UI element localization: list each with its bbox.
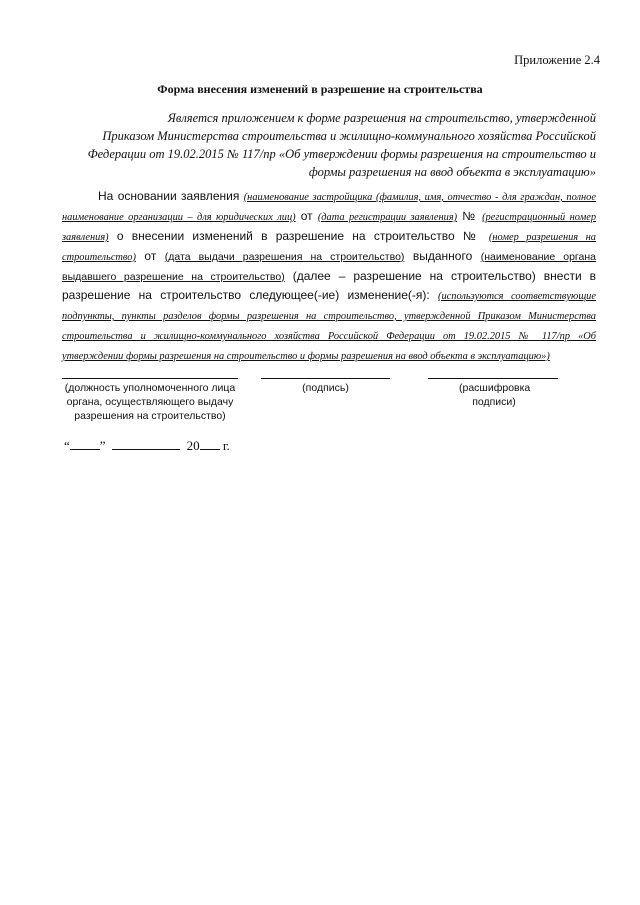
year-blank bbox=[200, 437, 220, 450]
body-text: выданного bbox=[404, 249, 481, 263]
signature-caption: (подпись) bbox=[302, 382, 349, 394]
year-prefix: 20 bbox=[186, 438, 200, 453]
field-hint-issuing-authority: (наименование органа выдавшего разрешение на строительство) bbox=[62, 251, 596, 283]
date-open-quote: “ bbox=[64, 438, 70, 453]
field-hint-permit-number: (номер разрешения на строительство) bbox=[62, 232, 596, 263]
field-hint-permit-date: (дата выдачи разрешения на строительство) bbox=[164, 251, 405, 263]
body-text: от bbox=[135, 249, 165, 263]
date-close-quote: ” bbox=[99, 438, 106, 453]
body-text: от bbox=[295, 209, 318, 223]
decoding-signature-line bbox=[428, 378, 558, 379]
field-hint-developer-name: (наименование застройщика (фамилия, имя, отчество - для граждан, полное наименование организации – для юридических лиц) bbox=[62, 192, 596, 223]
document-title: Форма внесения изменений в разрешение на строительства bbox=[157, 82, 483, 96]
subtitle-line: Федерации от 19.02.2015 № 117/пр «Об утверждении формы разрешения на строительство и bbox=[87, 147, 596, 161]
body-text: На основании заявления bbox=[98, 189, 244, 203]
subtitle-line: формы разрешения на ввод объекта в эксплуатацию» bbox=[308, 165, 596, 179]
field-hint-application-number: (регистрационный номер заявления) bbox=[62, 212, 597, 243]
body-paragraph bbox=[62, 187, 596, 366]
subtitle-line: Является приложением к форме разрешения на строительство, утвержденной bbox=[167, 111, 596, 125]
body-text: (далее – разрешение на строительство) внести в разрешение на строительство следующее(-ие) изменение(-я): bbox=[62, 269, 596, 302]
year-suffix: г. bbox=[222, 438, 230, 453]
signature-line bbox=[261, 378, 390, 379]
position-signature-line bbox=[62, 378, 238, 379]
day-blank bbox=[70, 437, 100, 450]
document-subtitle bbox=[62, 109, 596, 181]
body-text: № bbox=[457, 209, 483, 223]
appendix-label: Приложение 2.4 bbox=[514, 53, 600, 67]
field-hint-application-date: (дата регистрации заявления) bbox=[317, 212, 458, 223]
decoding-caption: (расшифровка подписи) bbox=[459, 382, 531, 408]
body-text: о внесении изменений в разрешение на строительство № bbox=[108, 229, 489, 243]
month-blank bbox=[112, 437, 180, 450]
date-line bbox=[64, 437, 230, 454]
position-caption: (должность уполномоченного лица органа, осуществляющего выдачу разрешения на строительство) bbox=[64, 382, 236, 422]
field-hint-changes: (используются соответствующие подпункты, пункты разделов формы разрешения на строительство, утвержденной Приказом Министерства строительства и жилищно-коммунального хозяйства Российской Федерации от 19.02.2015 № 117/пр «Об утверждении формы разрешения на строительство и формы разрешения на ввод объекта в эксплуатацию») bbox=[62, 291, 596, 362]
subtitle-line: Приказом Министерства строительства и жилищно-коммунального хозяйства Российской bbox=[102, 129, 596, 143]
